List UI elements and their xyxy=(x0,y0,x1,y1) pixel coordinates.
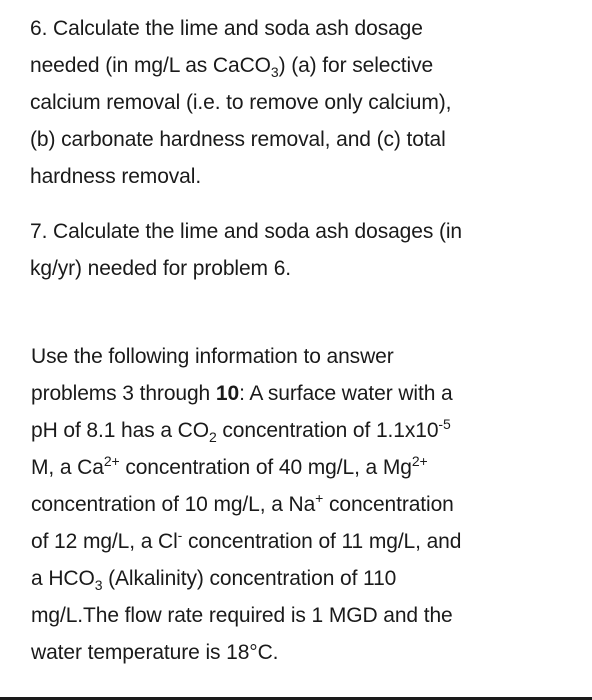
question-6-line-4: (b) carbonate hardness removal, and (c) total xyxy=(30,128,446,151)
text-segment: concentration xyxy=(323,493,454,516)
question-6 xyxy=(30,10,451,195)
question-7 xyxy=(30,213,462,287)
text-segment: pH of 8.1 has a CO xyxy=(31,419,209,442)
superscript: -5 xyxy=(438,416,451,432)
text-segment: concentration of 11 mg/L, and xyxy=(182,530,462,553)
superscript: + xyxy=(315,490,324,506)
info-line-6 xyxy=(31,523,461,560)
info-line-4 xyxy=(31,449,461,486)
info-line-1: Use the following information to answer xyxy=(31,345,394,368)
subscript: 3 xyxy=(94,577,103,593)
question-6-line-5: hardness removal. xyxy=(30,165,202,188)
subscript: 2 xyxy=(208,429,217,445)
question-6-line-1: 6. Calculate the lime and soda ash dosage xyxy=(30,17,423,40)
info-line-3 xyxy=(31,412,461,449)
text-segment: concentration of 40 mg/L, a Mg xyxy=(119,456,412,479)
text-segment: needed (in mg/L as CaCO xyxy=(30,54,271,77)
info-line-5 xyxy=(31,486,461,523)
text-segment: M, a Ca xyxy=(31,456,104,479)
question-6-line-3: calcium removal (i.e. to remove only calcium), xyxy=(30,91,452,114)
info-line-9: water temperature is 18°C. xyxy=(31,641,279,664)
bold-number: 10 xyxy=(215,382,240,405)
info-line-2 xyxy=(31,375,461,412)
question-6-line-2 xyxy=(30,47,451,84)
superscript: 2+ xyxy=(411,453,428,469)
question-7-line-2: kg/yr) needed for problem 6. xyxy=(30,257,292,280)
question-7-line-1: 7. Calculate the lime and soda ash dosages (in xyxy=(30,220,463,243)
info-line-7 xyxy=(31,560,461,597)
info-line-8: mg/L.The flow rate required is 1 MGD and the xyxy=(31,604,453,627)
text-segment: problems 3 through xyxy=(31,382,216,405)
text-segment: : A surface water with a xyxy=(239,382,453,405)
text-segment: concentration of 1.1x10 xyxy=(216,419,439,442)
text-segment: a HCO xyxy=(31,567,95,590)
text-segment: of 12 mg/L, a Cl xyxy=(31,530,178,553)
text-segment: concentration of 10 mg/L, a Na xyxy=(31,493,316,516)
text-segment: ) (a) for selective xyxy=(278,54,434,77)
given-information xyxy=(31,338,461,671)
text-segment: (Alkalinity) concentration of 110 xyxy=(102,567,397,590)
subscript: 3 xyxy=(270,64,279,80)
superscript: - xyxy=(177,527,183,543)
superscript: 2+ xyxy=(103,453,120,469)
